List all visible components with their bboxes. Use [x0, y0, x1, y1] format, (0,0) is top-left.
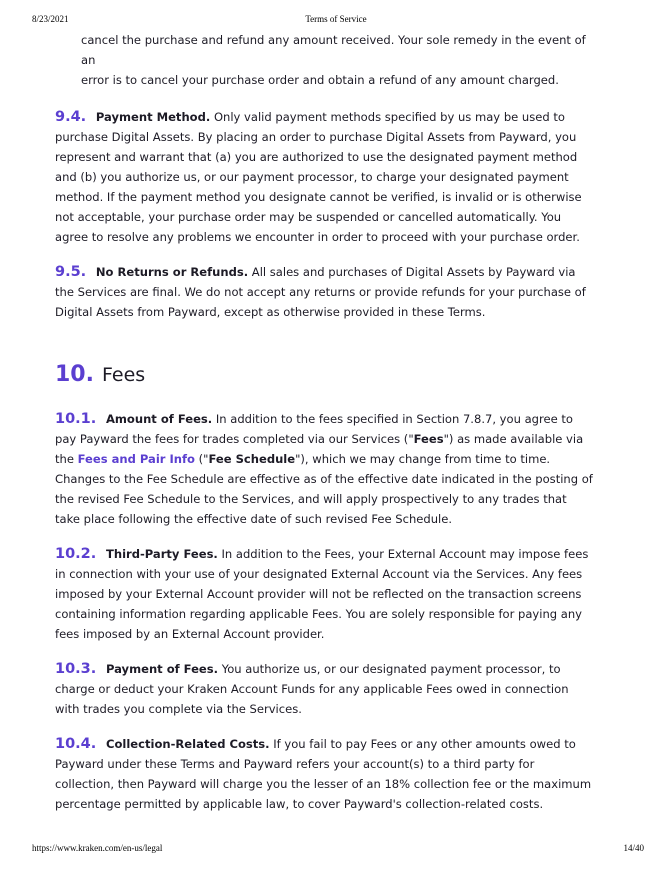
section-number: 10.3. — [55, 661, 97, 677]
section-title: No Returns or Refunds. — [95, 265, 249, 279]
section-text: If you fail to pay Fees or any other amounts owed to Payward under these Terms and Payward refers your account(s) to a third party for collection, then Payward will charge you the lesser of an 18% collection fee or the maximum percentage permitted by applicable law, to cover Payward's collection-related costs. — [55, 737, 592, 811]
page-number: 14/40 — [623, 843, 644, 853]
section-number: 9.4. — [55, 109, 87, 125]
section-text: In addition to the Fees, your External Account may impose fees in connection with your use of your designated External Account via the Services. Any fees imposed by your External Account provider will not be reflected on the transaction screens containing information regarding applicable Fees. You are solely responsible for paying any fees imposed by an External Account provider. — [55, 547, 589, 641]
print-title: Terms of Service — [305, 14, 367, 24]
section-title: Fees — [101, 364, 146, 386]
section-text: Only valid payment methods specified by us may be used to purchase Digital Assets. By placing an order to purchase Digital Assets from Payward, you represent and warrant that (a) you are authorized to use the designated payment method and (b) you authorize us, or our payment processor, to charge your designated payment method. If the payment method you designate cannot be verified, is invalid or is otherwise not acceptable, your purchase order may be suspended or cancelled automatically. You agree to resolve any problems we encounter in order to proceed with your purchase order. — [55, 110, 582, 244]
section-number: 10.4. — [55, 736, 97, 752]
section-9-4 — [55, 107, 595, 247]
section-number: 9.5. — [55, 264, 87, 280]
section-number: 10.1. — [55, 411, 97, 427]
section-10-3 — [55, 659, 595, 719]
section-number: 10. — [55, 362, 94, 387]
section-text: All sales and purchases of Digital Assets by Payward via the Services are final. We do not accept any returns or provide refunds for your purchase of Digital Assets from Payward, except as otherwise provided in these Terms. — [55, 265, 586, 319]
section-10-4 — [55, 734, 595, 814]
section-text: You authorize us, or our designated payment processor, to charge or deduct your Kraken Account Funds for any applicable Fees owed in connection with trades you complete via the Services. — [55, 662, 569, 716]
print-url: https://www.kraken.com/en-us/legal — [32, 843, 163, 853]
section-9-5 — [55, 262, 595, 322]
section-10-2 — [55, 544, 595, 644]
section-title: Collection-Related Costs. — [105, 737, 270, 751]
document-body — [55, 30, 595, 814]
section-number: 10.2. — [55, 546, 97, 562]
section-10-heading — [55, 360, 595, 389]
print-date: 8/23/2021 — [32, 14, 69, 24]
defined-term-fee-schedule: Fee Schedule — [208, 452, 296, 466]
section-title: Third-Party Fees. — [105, 547, 218, 561]
continued-text: cancel the purchase and refund any amount received. Your sole remedy in the event of an error is to cancel your purchase order and obtain a refund of any amount charged. — [81, 33, 586, 87]
section-title: Amount of Fees. — [105, 412, 213, 426]
fees-and-pair-info-link[interactable]: Fees and Pair Info — [77, 452, 195, 466]
section-title: Payment of Fees. — [105, 662, 219, 676]
section-title: Payment Method. — [95, 110, 211, 124]
section-10-1: 10.1. Amount of Fees. In addition to the fees specified in Section 7.8.7, you agree to pay Payward the fees for trades completed via our Services ("Fees") as made available via the Fees and Pair Info ("Fee Schedule"), which we may change from time to time. Changes to the Fee Schedule are effective as of the effective date indicated in the posting of the revised Fee Schedule to the Services, and will apply prospectively to any trades that take place following the effective date of such revised Fee Schedule. — [55, 411, 593, 526]
defined-term-fees: Fees — [413, 432, 444, 446]
